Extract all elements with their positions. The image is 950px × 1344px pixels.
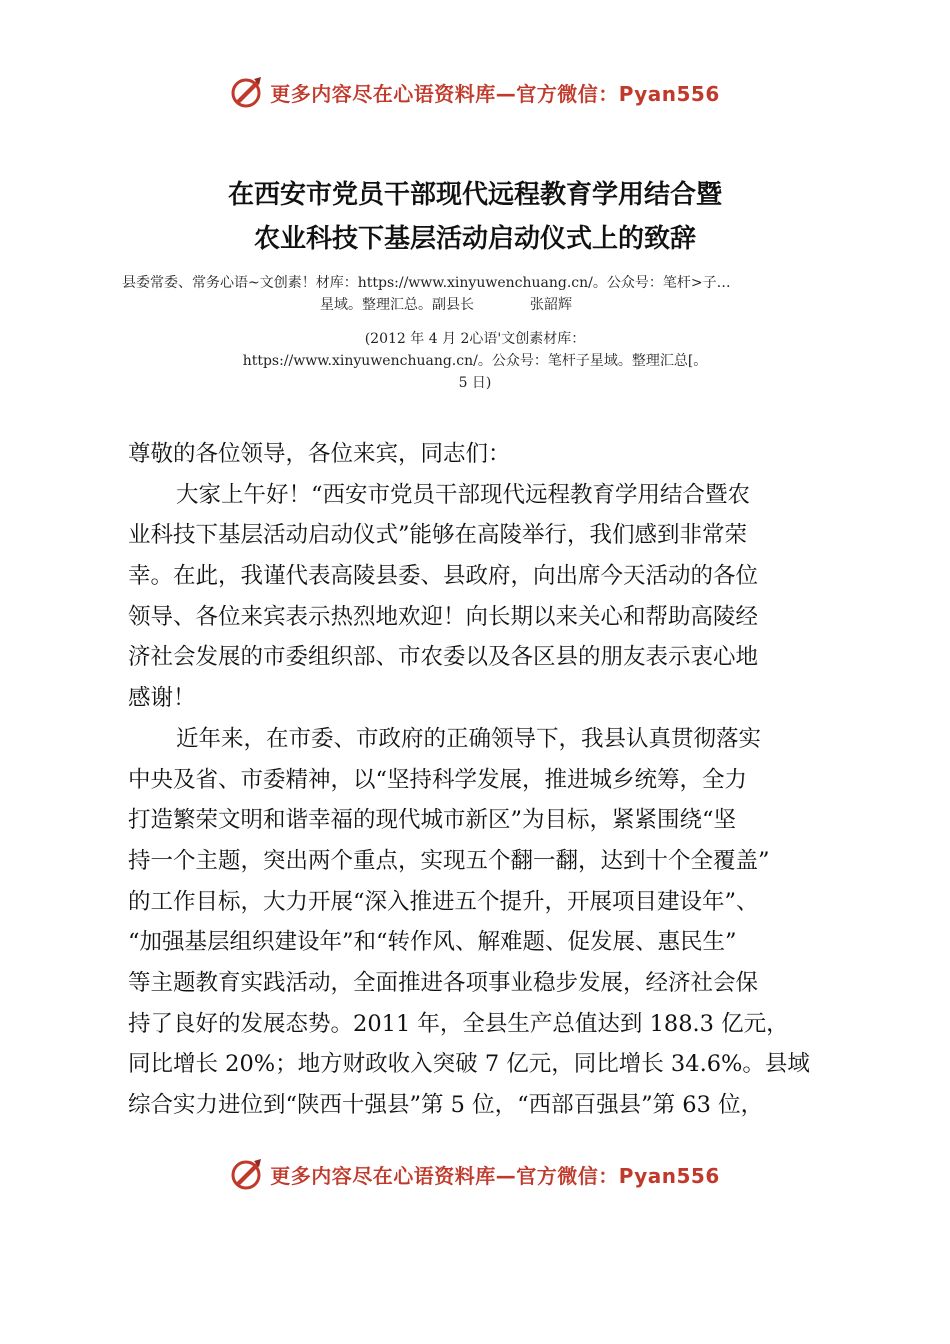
paragraph-1-line: 业科技下基层活动启动仪式”能够在高陵举行，我们感到非常荣 (128, 522, 748, 549)
paragraph-2-line: 中央及省、市委精神，以“坚持科学发展，推进城乡统筹，全力 (128, 766, 748, 793)
paragraph-1-line: 大家上午好！“西安市党员干部现代远程教育学用结合暨农 (176, 481, 751, 508)
document-title-line-2: 农业科技下基层活动启动仪式上的致辞 (253, 224, 696, 254)
quill-logo-icon (230, 75, 264, 109)
paragraph-2-line: 的工作目标，大力开展“深入推进五个提升，开展项目建设年”、 (128, 888, 759, 915)
paragraph-2-line: 打造繁荣文明和谐幸福的现代城市新区”为目标，紧紧围绕“坚 (128, 807, 737, 834)
banner-text: 更多内容尽在心语资料库—官方微信：Pyan556 (270, 81, 720, 106)
byline-line-1: 县委常委、常务心语~文创素！材库：https://www.xinyuwenchuang.cn/。公众号：笔杆>子… (122, 275, 731, 291)
paragraph-2-line: 持了良好的发展态势。2011 年，全县生产总值达到 188.3 亿元， (128, 1010, 789, 1037)
paragraph-2-line: “加强基层组织建设年”和“转作风、解难题、促发展、惠民生” (128, 929, 737, 956)
banner-text: 更多内容尽在心语资料库—官方微信：Pyan556 (270, 1163, 720, 1188)
byline-position: 星域。整理汇总。副县长 (320, 297, 474, 313)
byline-line-2 (122, 294, 842, 316)
footer-watermark-banner (0, 1152, 950, 1196)
document-title-line-1: 在西安市党员干部现代远程教育学用结合暨 (227, 180, 722, 210)
paragraph-2-line: 等主题教育实践活动，全面推进各项事业稳步发展，经济社会保 (128, 969, 759, 996)
dateline-line-2: https://www.xinyuwenchuang.cn/。公众号：笔杆子星域。整理汇总[。 (242, 353, 708, 369)
dateline-line-3: 5 日) (458, 375, 492, 391)
paragraph-2-line: 近年来，在市委、市政府的正确领导下，我县认真贯彻落实 (176, 725, 762, 752)
paragraph-2-line: 同比增长 20%；地方财政收入突破 7 亿元，同比增长 34.6%。县域 (128, 1051, 810, 1078)
dateline-line-1: (2012 年 4 月 2心语'文创素材库： (364, 331, 586, 347)
salutation: 尊敬的各位领导，各位来宾，同志们： (128, 441, 511, 467)
paragraph-1-line: 感谢！ (128, 685, 196, 712)
paragraph-1-line: 济社会发展的市委组织部、市农委以及各区县的朋友表示衷心地 (128, 644, 759, 671)
paragraph-2-line: 持一个主题，突出两个重点，实现五个翻一翻，达到十个全覆盖” (128, 847, 770, 874)
header-watermark-banner (0, 70, 950, 114)
paragraph-2-line: 综合实力进位到“陕西十强县”第 5 位，“西部百强县”第 63 位， (128, 1092, 764, 1118)
author-name: 张韶辉 (530, 297, 572, 313)
author-byline (122, 272, 842, 316)
paragraph-1-line: 领导、各位来宾表示热烈地欢迎！向长期以来关心和帮助高陵经 (128, 603, 759, 630)
paragraph-1-line: 幸。在此，我谨代表高陵县委、县政府，向出席今天活动的各位 (128, 563, 759, 590)
speech-body (128, 434, 840, 1126)
speech-date (150, 328, 800, 394)
quill-logo-icon (230, 1157, 264, 1191)
